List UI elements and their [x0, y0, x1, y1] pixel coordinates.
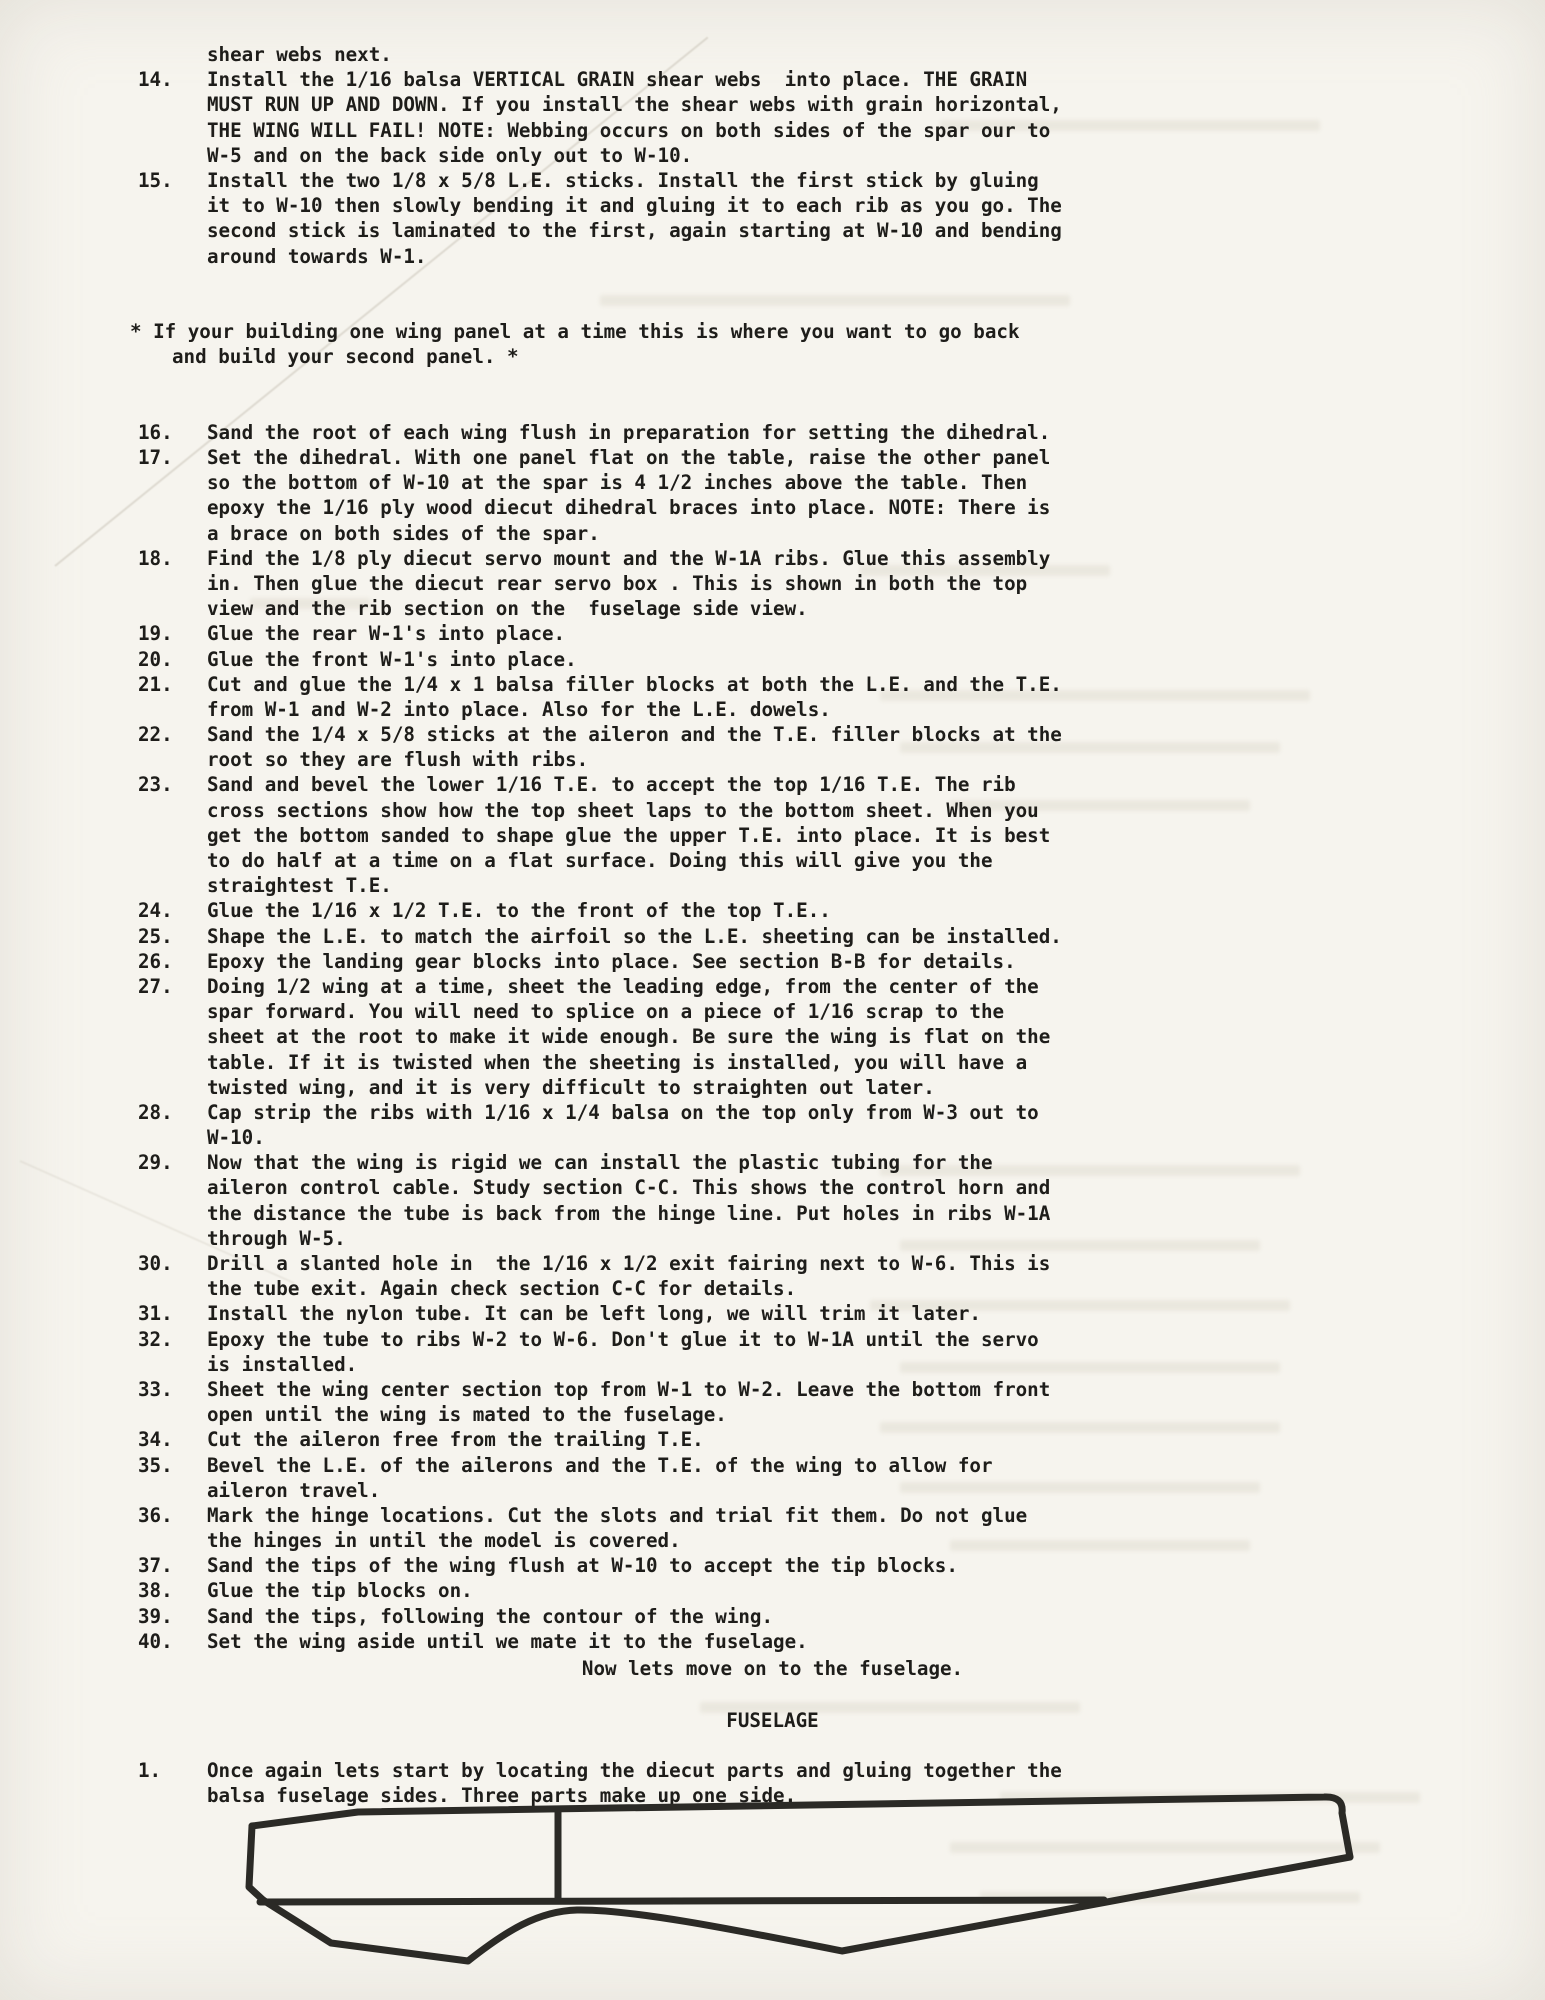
step-line: cross sections show how the top sheet laps to the bottom sheet. When you	[207, 798, 1039, 822]
step-line	[138, 1150, 1062, 1175]
step-line	[138, 898, 1062, 923]
step-number: 17.	[138, 446, 173, 469]
step-line: aileron control cable. Study section C-C. This shows the control horn and	[207, 1176, 1051, 1200]
panel-note-line: * If your building one wing panel at a time this is where you want to go back	[130, 320, 1020, 344]
step-line	[138, 1578, 1062, 1603]
mid-joint-line	[260, 1900, 1104, 1902]
step-number: 40.	[138, 1629, 173, 1653]
step-text: Set the wing aside until we mate it to the fuselage.	[207, 1629, 808, 1653]
step-line	[138, 445, 1062, 470]
step-number: 28.	[138, 1100, 173, 1124]
step-number: 18.	[138, 546, 173, 570]
step-number: 1.	[138, 1759, 162, 1782]
step-line: W-10.	[207, 1126, 265, 1150]
step-line: epoxy the 1/16 ply wood diecut dihedral braces into place. NOTE: There is	[207, 496, 1051, 520]
step-line: from W-1 and W-2 into place. Also for the L.E. dowels.	[207, 697, 831, 721]
step-line: aileron travel.	[207, 1478, 381, 1502]
step-line: so the bottom of W-10 at the spar is 4 1/2 inches above the table. Then	[207, 471, 1028, 495]
fuselage-instruction-text	[138, 1758, 1062, 1808]
step-text: Doing 1/2 wing at a time, sheet the leading edge, from the center of the	[207, 974, 1039, 998]
step-line	[138, 1758, 1062, 1783]
step-line: is installed.	[207, 1352, 358, 1376]
step-text: Install the 1/16 balsa VERTICAL GRAIN shear webs into place. THE GRAIN	[207, 68, 1028, 92]
section-title-fuselage: FUSELAGE	[726, 1709, 819, 1732]
step-number: 34.	[138, 1428, 173, 1452]
step-line: root so they are flush with ribs.	[207, 748, 589, 772]
step-text: Shape the L.E. to match the airfoil so the L.E. sheeting can be installed.	[207, 924, 1062, 948]
step-line: get the bottom sanded to shape glue the upper T.E. into place. It is best	[207, 823, 1051, 847]
step-line	[138, 974, 1062, 999]
step-line: MUST RUN UP AND DOWN. If you install the shear webs with grain horizontal,	[207, 93, 1062, 117]
step-line: the distance the tube is back from the hinge line. Put holes in ribs W-1A	[207, 1201, 1051, 1225]
step-line	[138, 168, 1062, 193]
step-text: Drill a slanted hole in the 1/16 x 1/2 exit fairing next to W-6. This is	[207, 1252, 1051, 1275]
step-line	[138, 1327, 1062, 1352]
continuation-line: shear webs next.	[207, 43, 392, 66]
step-text: Glue the tip blocks on.	[207, 1579, 473, 1603]
bleed-through-artifact	[950, 1842, 1380, 1853]
step-line	[138, 1427, 1062, 1452]
wing-instruction-text	[130, 42, 1062, 1654]
transition-line: Now lets move on to the fuselage.	[581, 1657, 964, 1680]
step-line: THE WING WILL FAIL! NOTE: Webbing occurs on both sides of the spar our to	[207, 118, 1051, 142]
step-number: 23.	[138, 773, 173, 797]
step-line: straightest T.E.	[207, 874, 392, 898]
step-number: 36.	[138, 1503, 173, 1527]
step-number: 16.	[138, 420, 173, 444]
step-line	[138, 924, 1062, 949]
step-line: the hinges in until the model is covered.	[207, 1529, 681, 1553]
step-line	[138, 1503, 1062, 1528]
step-text: Glue the 1/16 x 1/2 T.E. to the front of the top T.E..	[207, 899, 831, 923]
step-line: twisted wing, and it is very difficult to straighten out later.	[207, 1075, 935, 1099]
step-text: Cut the aileron free from the trailing T.E.	[207, 1428, 704, 1452]
step-number: 25.	[138, 924, 173, 948]
step-line	[138, 546, 1062, 571]
nose-left-edge	[249, 1826, 263, 1900]
step-line	[138, 1301, 1062, 1326]
step-text: Sand the tips of the wing flush at W-10 to accept the tip blocks.	[207, 1554, 958, 1578]
blank-line	[138, 269, 1062, 294]
step-text: Glue the rear W-1's into place.	[207, 622, 566, 646]
step-line: open until the wing is mated to the fuselage.	[207, 1403, 727, 1427]
step-line	[138, 949, 1062, 974]
step-line	[138, 647, 1062, 672]
step-number: 39.	[138, 1604, 173, 1628]
step-line: a brace on both sides of the spar.	[207, 521, 600, 545]
step-text: Epoxy the landing gear blocks into place. See section B-B for details.	[207, 949, 1016, 973]
step-text: Sand the tips, following the contour of the wing.	[207, 1604, 774, 1628]
bleed-through-artifact	[980, 1892, 1360, 1903]
fuselage-bottom-contour	[263, 1857, 1350, 1961]
step-line: W-5 and on the back side only out to W-10.	[207, 143, 693, 167]
step-text: Once again lets start by locating the diecut parts and gluing together the	[207, 1759, 1062, 1782]
step-line	[138, 1604, 1062, 1629]
step-line: around towards W-1.	[207, 244, 427, 268]
step-text: Install the two 1/8 x 5/8 L.E. sticks. Install the first stick by gluing	[207, 168, 1039, 192]
step-line	[138, 420, 1062, 445]
step-line: second stick is laminated to the first, again starting at W-10 and bending	[207, 219, 1062, 243]
step-line	[138, 772, 1062, 797]
step-number: 30.	[138, 1252, 173, 1275]
step-text: Cap strip the ribs with 1/16 x 1/4 balsa on the top only from W-3 out to	[207, 1100, 1039, 1124]
step-number: 24.	[138, 899, 173, 923]
step-text: Sheet the wing center section top from W-1 to W-2. Leave the bottom front	[207, 1377, 1051, 1401]
step-number: 27.	[138, 974, 173, 998]
step-number: 15.	[138, 168, 173, 192]
step-number: 31.	[138, 1302, 173, 1326]
step-number: 19.	[138, 622, 173, 646]
step-line: balsa fuselage sides. Three parts make up one side.	[207, 1784, 797, 1808]
step-number: 29.	[138, 1151, 173, 1175]
blank-line	[138, 395, 1062, 420]
step-line	[138, 67, 1062, 92]
step-line	[138, 1377, 1062, 1402]
step-text: Epoxy the tube to ribs W-2 to W-6. Don't glue it to W-1A until the servo	[207, 1327, 1039, 1351]
step-number: 21.	[138, 672, 173, 696]
step-number: 32.	[138, 1327, 173, 1351]
step-text: Sand the 1/4 x 5/8 sticks at the aileron and the T.E. filler blocks at the	[207, 723, 1062, 747]
step-number: 26.	[138, 949, 173, 973]
step-line: spar forward. You will need to splice on a piece of 1/16 scrap to the	[207, 1000, 1005, 1024]
step-line	[138, 722, 1062, 747]
step-number: 14.	[138, 68, 173, 92]
step-number: 37.	[138, 1554, 173, 1578]
step-text: Sand and bevel the lower 1/16 T.E. to accept the top 1/16 T.E. The rib	[207, 773, 1016, 797]
step-number: 38.	[138, 1579, 173, 1603]
step-line: sheet at the root to make it wide enough. Be sure the wing is flat on the	[207, 1025, 1051, 1049]
step-line	[138, 1453, 1062, 1478]
step-text: Glue the front W-1's into place.	[207, 647, 577, 671]
step-text: Now that the wing is rigid we can install the plastic tubing for the	[207, 1151, 993, 1175]
step-number: 35.	[138, 1453, 173, 1477]
step-line	[138, 1100, 1062, 1125]
step-text: Cut and glue the 1/4 x 1 balsa filler blocks at both the L.E. and the T.E.	[207, 672, 1062, 696]
step-line: through W-5.	[207, 1226, 346, 1250]
step-number: 33.	[138, 1377, 173, 1401]
step-line	[138, 1553, 1062, 1578]
step-line: view and the rib section on the fuselage side view.	[207, 597, 808, 621]
step-text: Find the 1/8 ply diecut servo mount and the W-1A ribs. Glue this assembly	[207, 546, 1051, 570]
blank-line	[138, 294, 1062, 319]
step-number: 22.	[138, 723, 173, 747]
step-text: Set the dihedral. With one panel flat on the table, raise the other panel	[207, 446, 1051, 469]
step-line	[138, 1629, 1062, 1654]
bleed-through-artifact	[1000, 1792, 1420, 1803]
step-line: the tube exit. Again check section C-C for details.	[207, 1277, 797, 1301]
step-line: to do half at a time on a flat surface. Doing this will give you the	[207, 849, 993, 872]
step-line	[138, 1251, 1062, 1276]
step-text: Bevel the L.E. of the ailerons and the T.E. of the wing to allow for	[207, 1453, 993, 1477]
step-text: Install the nylon tube. It can be left long, we will trim it later.	[207, 1302, 981, 1326]
step-line: it to W-10 then slowly bending it and gluing it to each rib as you go. The	[207, 194, 1062, 218]
step-line: in. Then glue the diecut rear servo box . This is shown in both the top	[207, 571, 1028, 595]
step-line: table. If it is twisted when the sheeting is installed, you will have a	[207, 1050, 1028, 1074]
step-line	[138, 621, 1062, 646]
blank-line	[138, 369, 1062, 394]
step-text: Mark the hinge locations. Cut the slots and trial fit them. Do not glue	[207, 1503, 1028, 1527]
step-number: 20.	[138, 647, 173, 671]
panel-note-line: and build your second panel. *	[172, 345, 519, 369]
step-text: Sand the root of each wing flush in preparation for setting the dihedral.	[207, 420, 1051, 444]
step-line	[138, 672, 1062, 697]
